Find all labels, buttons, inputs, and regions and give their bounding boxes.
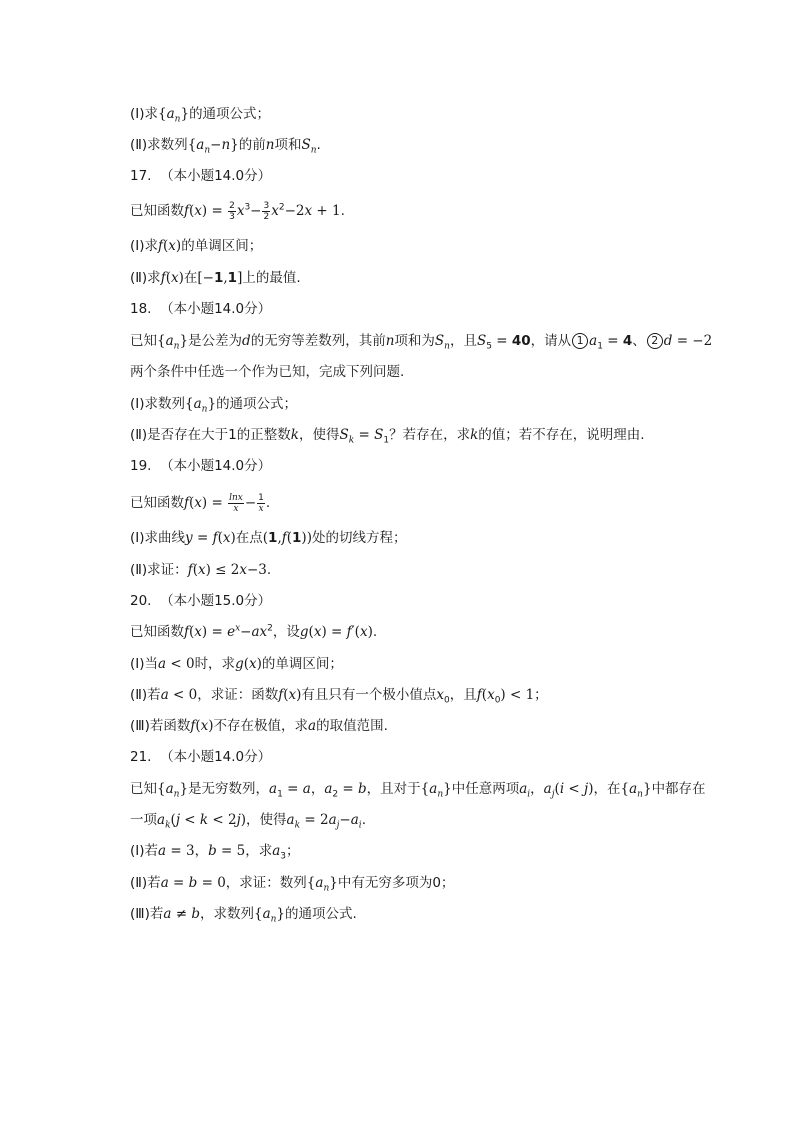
q16-part2: (Ⅱ)求数列$\{a_n-n\}$的前n项和$S_n$. xyxy=(130,137,321,156)
q20-heading: 20. （本小题15.0分） xyxy=(130,593,272,609)
q16-part1: (Ⅰ)求$\{a_n\}$的通项公式； xyxy=(130,106,271,125)
q17-heading: 17. （本小题14.0分） xyxy=(130,168,272,184)
q20-part3: (Ⅲ)若函数f(x)不存在极值，求a的取值范围. xyxy=(130,718,388,734)
q21-part2: (Ⅱ)若a = b = 0，求证：数列$\{a_n\}$中有无穷多项为0； xyxy=(130,875,455,894)
q18-part2: (Ⅱ)是否存在大于1的正整数k，使得$S_k = S_1$？若存在，求k的值；若不存在，说明理由. xyxy=(130,427,645,446)
q21-definition: 已知$\{a_n\}$是无穷数列，$a_1 = a$，$a_2 = b$，且对于$\{a_n\}$中任意两项$a_i$，$a_j(i < j)$，在$\{a_n\}$中都存在 xyxy=(130,781,706,800)
q18-definition-cont: 两个条件中任选一个作为已知，完成下列问题. xyxy=(130,364,405,380)
q19-part1: (Ⅰ)求曲线y = f(x)在点(1,f(1))处的切线方程； xyxy=(130,530,407,546)
q20-part2: (Ⅱ)若a < 0，求证：函数f(x)有且只有一个极小值点$x_0$，且$f(x_0) < 1$； xyxy=(130,687,548,706)
q17-definition: 已知函数f(x) = $\frac{2}{3}$ $x^3-$ $\frac{3}{2}$ $x^2-2x + 1$. xyxy=(130,200,345,222)
q18-part1: (Ⅰ)求数列$\{a_n\}$的通项公式； xyxy=(130,396,298,415)
q21-part1: (Ⅰ)若a = 3，b = 5，求$a_3$； xyxy=(130,843,300,862)
q21-heading: 21. （本小题14.0分） xyxy=(130,749,272,765)
q20-part1: (Ⅰ)当a < 0时，求g(x)的单调区间； xyxy=(130,656,343,672)
circled-two-icon: 2 xyxy=(647,333,663,349)
q19-heading: 19. （本小题14.0分） xyxy=(130,458,272,474)
q21-definition-cont: 一项$a_k(j < k < 2j)$，使得$a_k = 2a_j-a_i$. xyxy=(130,812,366,831)
q20-definition: 已知函数$f(x) = e^x-ax^2$，设g(x) = f′(x). xyxy=(130,623,378,640)
q18-heading: 18. （本小题14.0分） xyxy=(130,301,272,317)
q19-part2: (Ⅱ)求证：f(x) ≤ 2x−3. xyxy=(130,562,272,578)
q17-part2: (Ⅱ)求f(x)在[−1,1]上的最值. xyxy=(130,270,301,286)
q19-definition: 已知函数f(x) = $\frac{\ln x}{x}$ − $\frac{1}{x}$ . xyxy=(130,492,271,514)
q21-part3: (Ⅲ)若a ≠ b，求数列$\{a_n\}$的通项公式. xyxy=(130,906,357,925)
q18-definition: 已知$\{a_n\}$是公差为d的无穷等差数列，其前n项和为$S_n$，且$S_5 = 40$，请从 1 $a_1 = 4$、 2 d = −2 xyxy=(130,333,713,352)
q17-part1: (Ⅰ)求f(x)的单调区间； xyxy=(130,238,263,254)
circled-one-icon: 1 xyxy=(572,333,588,349)
